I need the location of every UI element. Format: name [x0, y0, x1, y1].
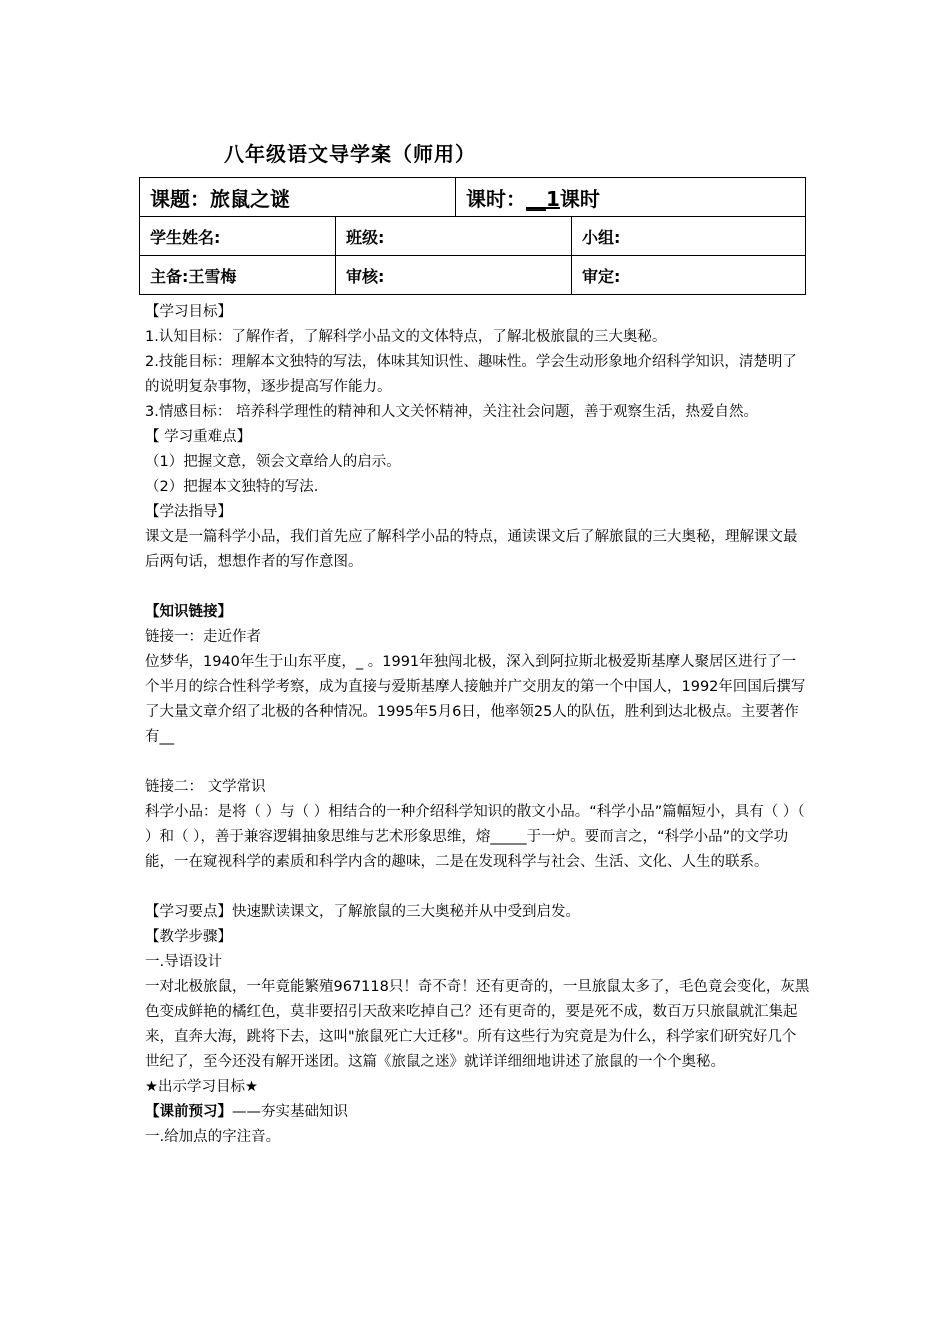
- intro-title: 一.导语设计: [145, 954, 223, 970]
- link2-text: 科学小品：是将（ ）与（ ）相结合的一种介绍科学知识的散文小品。“科学小品”篇幅短小，具有（ ）（ ）和（ ），善于兼容逻辑抽象思维与艺术形象思维，熔_____于一炉。要而言之，“科学小品”的文学功能，一在窥视科学的素质和科学内含的趣味，二是在发现科学与社会、生活、文化、人生的联系。: [145, 804, 805, 870]
- link1-text: 位梦华，1940年生于山东平度，_ 。1991年独闯北极，深入到阿拉斯北极爱斯基摩人聚居区进行了一个半月的综合性科学考察，成为直接与爱斯基摩人接触并广交朋友的第一个中国人，1992年回国后撰写了大量文章介绍了北极的各种情况。1995年5月6日，他率领25人的队伍，胜利到达北极点。主要著作有__: [145, 654, 806, 745]
- intro-text: 一对北极旅鼠，一年竟能繁殖967118只！奇不奇！还有更奇的，一旦旅鼠太多了，毛色竟会变化，灰黑色变成鲜艳的橘红色，莫非要招引天敌来吃掉自己？还有更奇的，要是死不成，数百万只旅鼠就汇集起来，直奔大海，跳将下去，这叫"旅鼠死亡大迁移"。所有这些行为究竟是为什么，科学家们研究好几个世纪了，至今还没有解开迷团。这篇《旅鼠之迷》就详详细细地讲述了旅鼠的一个个奥秘。: [145, 979, 810, 1070]
- group-cell: 小组:: [572, 217, 806, 256]
- goal-cognitive: 1.认知目标：了解作者，了解科学小品文的文体特点，了解北极旅鼠的三大奥秘。: [145, 329, 667, 345]
- author-cell: 主备:王雪梅: [140, 256, 336, 295]
- key-point-1: （1）把握文意，领会文章给人的启示。: [145, 454, 401, 470]
- info-table: [139, 177, 806, 295]
- preview-line: [145, 1100, 810, 1125]
- method-text: 课文是一篇科学小品，我们首先应了解科学小品的特点，通读课文后了解旅鼠的三大奥秘，理解课文最后两句话，想想作者的写作意图。: [145, 529, 798, 570]
- student-name-cell: 学生姓名:: [140, 217, 336, 256]
- key-heading: 【 学习重难点】: [145, 429, 252, 445]
- link2-title: 链接二： 文学常识: [145, 779, 266, 795]
- preview-heading: 【课前预习】: [145, 1104, 232, 1120]
- preview-sub: ——夯实基础知识: [232, 1104, 348, 1120]
- page-title: 八年级语文导学案（师用）: [224, 142, 476, 166]
- info-row-student: [140, 217, 806, 256]
- goals-heading: 【学习目标】: [145, 304, 232, 320]
- hours-value: __1: [526, 186, 560, 211]
- pinyin-line: 一.给加点的字注音。: [145, 1129, 281, 1145]
- key-point-2: （2）把握本文独特的写法.: [145, 479, 319, 495]
- course-cell: 课题：旅鼠之谜: [140, 178, 456, 217]
- hours-unit: 课时: [559, 186, 600, 211]
- review-cell: 审核:: [336, 256, 572, 295]
- info-row-course: [140, 178, 806, 217]
- star-line: ★出示学习目标★: [145, 1079, 258, 1095]
- link-heading: 【知识链接】: [145, 604, 232, 620]
- link1-title: 链接一：走近作者: [145, 629, 261, 645]
- approve-cell: 审定:: [572, 256, 806, 295]
- hours-label: 课时：: [466, 186, 526, 211]
- hours-cell: [456, 178, 806, 217]
- goal-emotion: 3.情感目标： 培养科学理性的精神和人文关怀精神，关注社会问题，善于观察生活，热爱自然。: [145, 404, 758, 420]
- class-cell: 班级:: [336, 217, 572, 256]
- method-heading: 【学法指导】: [145, 504, 232, 520]
- points-text: 【学习要点】快速默读课文，了解旅鼠的三大奥秘并从中受到启发。: [145, 904, 580, 920]
- goal-skill: 2.技能目标：理解本文独特的写法，体味其知识性、趣味性。学会生动形象地介绍科学知识，清楚明了的说明复杂事物，逐步提高写作能力。: [145, 354, 797, 395]
- info-row-staff: [140, 256, 806, 295]
- steps-heading: 【教学步骤】: [145, 929, 232, 945]
- document-body: [145, 300, 810, 1150]
